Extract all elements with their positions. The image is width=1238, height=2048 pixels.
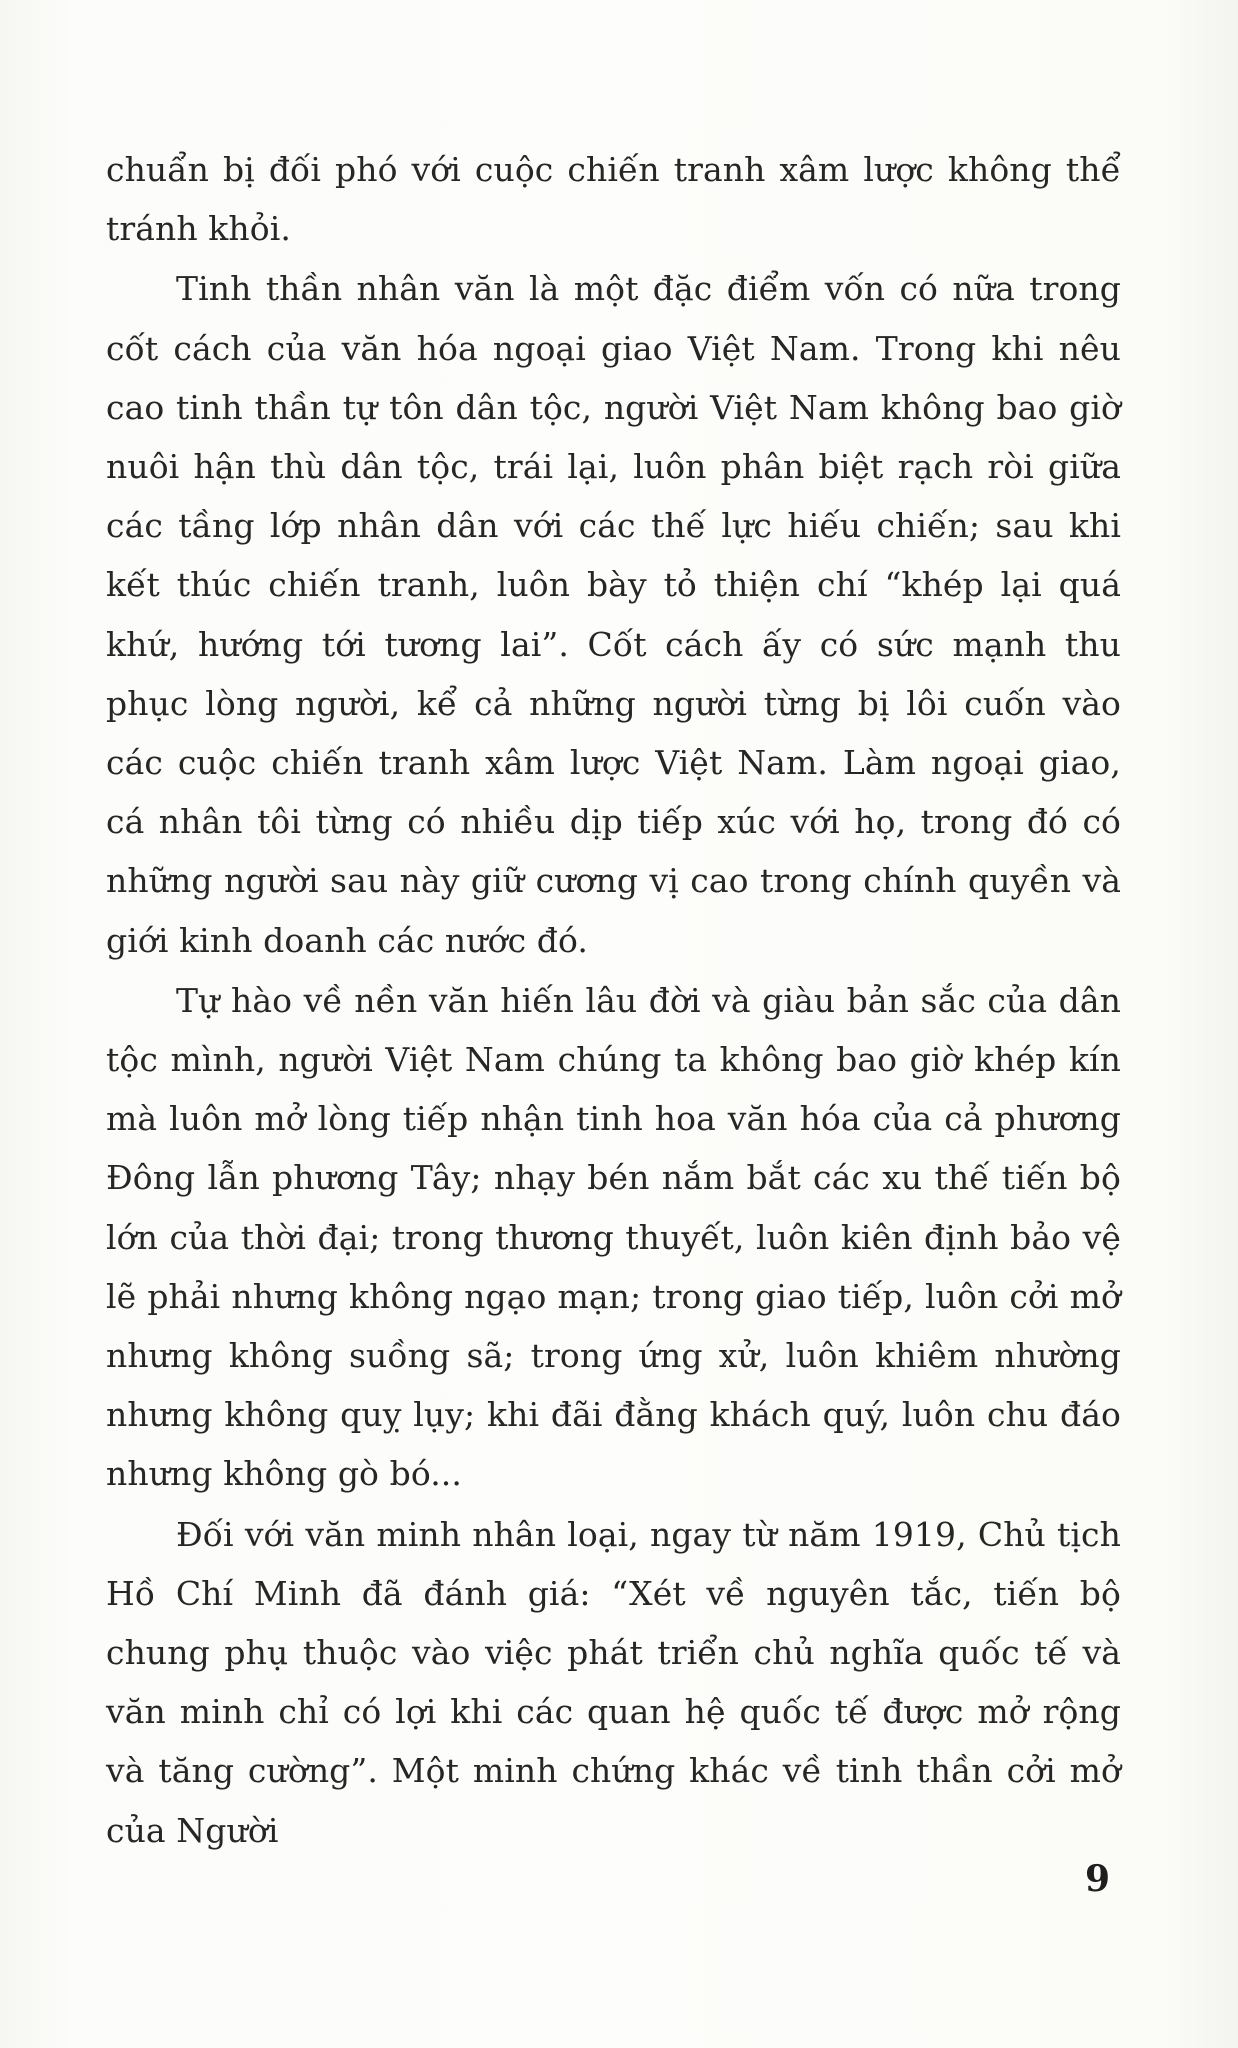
- paragraph-continuation: chuẩn bị đối phó với cuộc chiến tranh xâm lược không thể tránh khỏi.: [106, 150, 1121, 249]
- paragraph-ho-chi-minh-quote: Đối với văn minh nhân loại, ngay từ năm 1919, Chủ tịch Hồ Chí Minh đã đánh giá: “Xét về nguyên tắc, tiến bộ chung phụ thuộc vào việc phát triển chủ nghĩa quốc tế và văn minh chỉ có lợi khi các quan hệ quốc tế được mở rộng và tăng cường”. Một minh chứng khác về tinh thần cởi mở của Người: [106, 1514, 1121, 1850]
- page-number: 9: [1085, 1858, 1111, 1900]
- paragraph-cultural-pride: Tự hào về nền văn hiến lâu đời và giàu bản sắc của dân tộc mình, người Việt Nam chúng ta không bao giờ khép kín mà luôn mở lòng tiếp nhận tinh hoa văn hóa của cả phương Đông lẫn phương Tây; nhạy bén nắm bắt các xu thế tiến bộ lớn của thời đại; trong thương thuyết, luôn kiên định bảo vệ lẽ phải nhưng không ngạo mạn; trong giao tiếp, luôn cởi mở nhưng không suồng sã; trong ứng xử, luôn khiêm nhường nhưng không quỵ lụy; khi đãi đằng khách quý, luôn chu đáo nhưng không gò bó...: [106, 980, 1121, 1494]
- body-text: [106, 140, 1121, 1860]
- paragraph-humanist-spirit: Tinh thần nhân văn là một đặc điểm vốn có nữa trong cốt cách của văn hóa ngoại giao Việt Nam. Trong khi nêu cao tinh thần tự tôn dân tộc, người Việt Nam không bao giờ nuôi hận thù dân tộc, trái lại, luôn phân biệt rạch ròi giữa các tầng lớp nhân dân với các thế lực hiếu chiến; sau khi kết thúc chiến tranh, luôn bày tỏ thiện chí “khép lại quá khứ, hướng tới tương lai”. Cốt cách ấy có sức mạnh thu phục lòng người, kể cả những người từng bị lôi cuốn vào các cuộc chiến tranh xâm lược Việt Nam. Làm ngoại giao, cá nhân tôi từng có nhiều dịp tiếp xúc với họ, trong đó có những người sau này giữ cương vị cao trong chính quyền và giới kinh doanh các nước đó.: [106, 269, 1121, 960]
